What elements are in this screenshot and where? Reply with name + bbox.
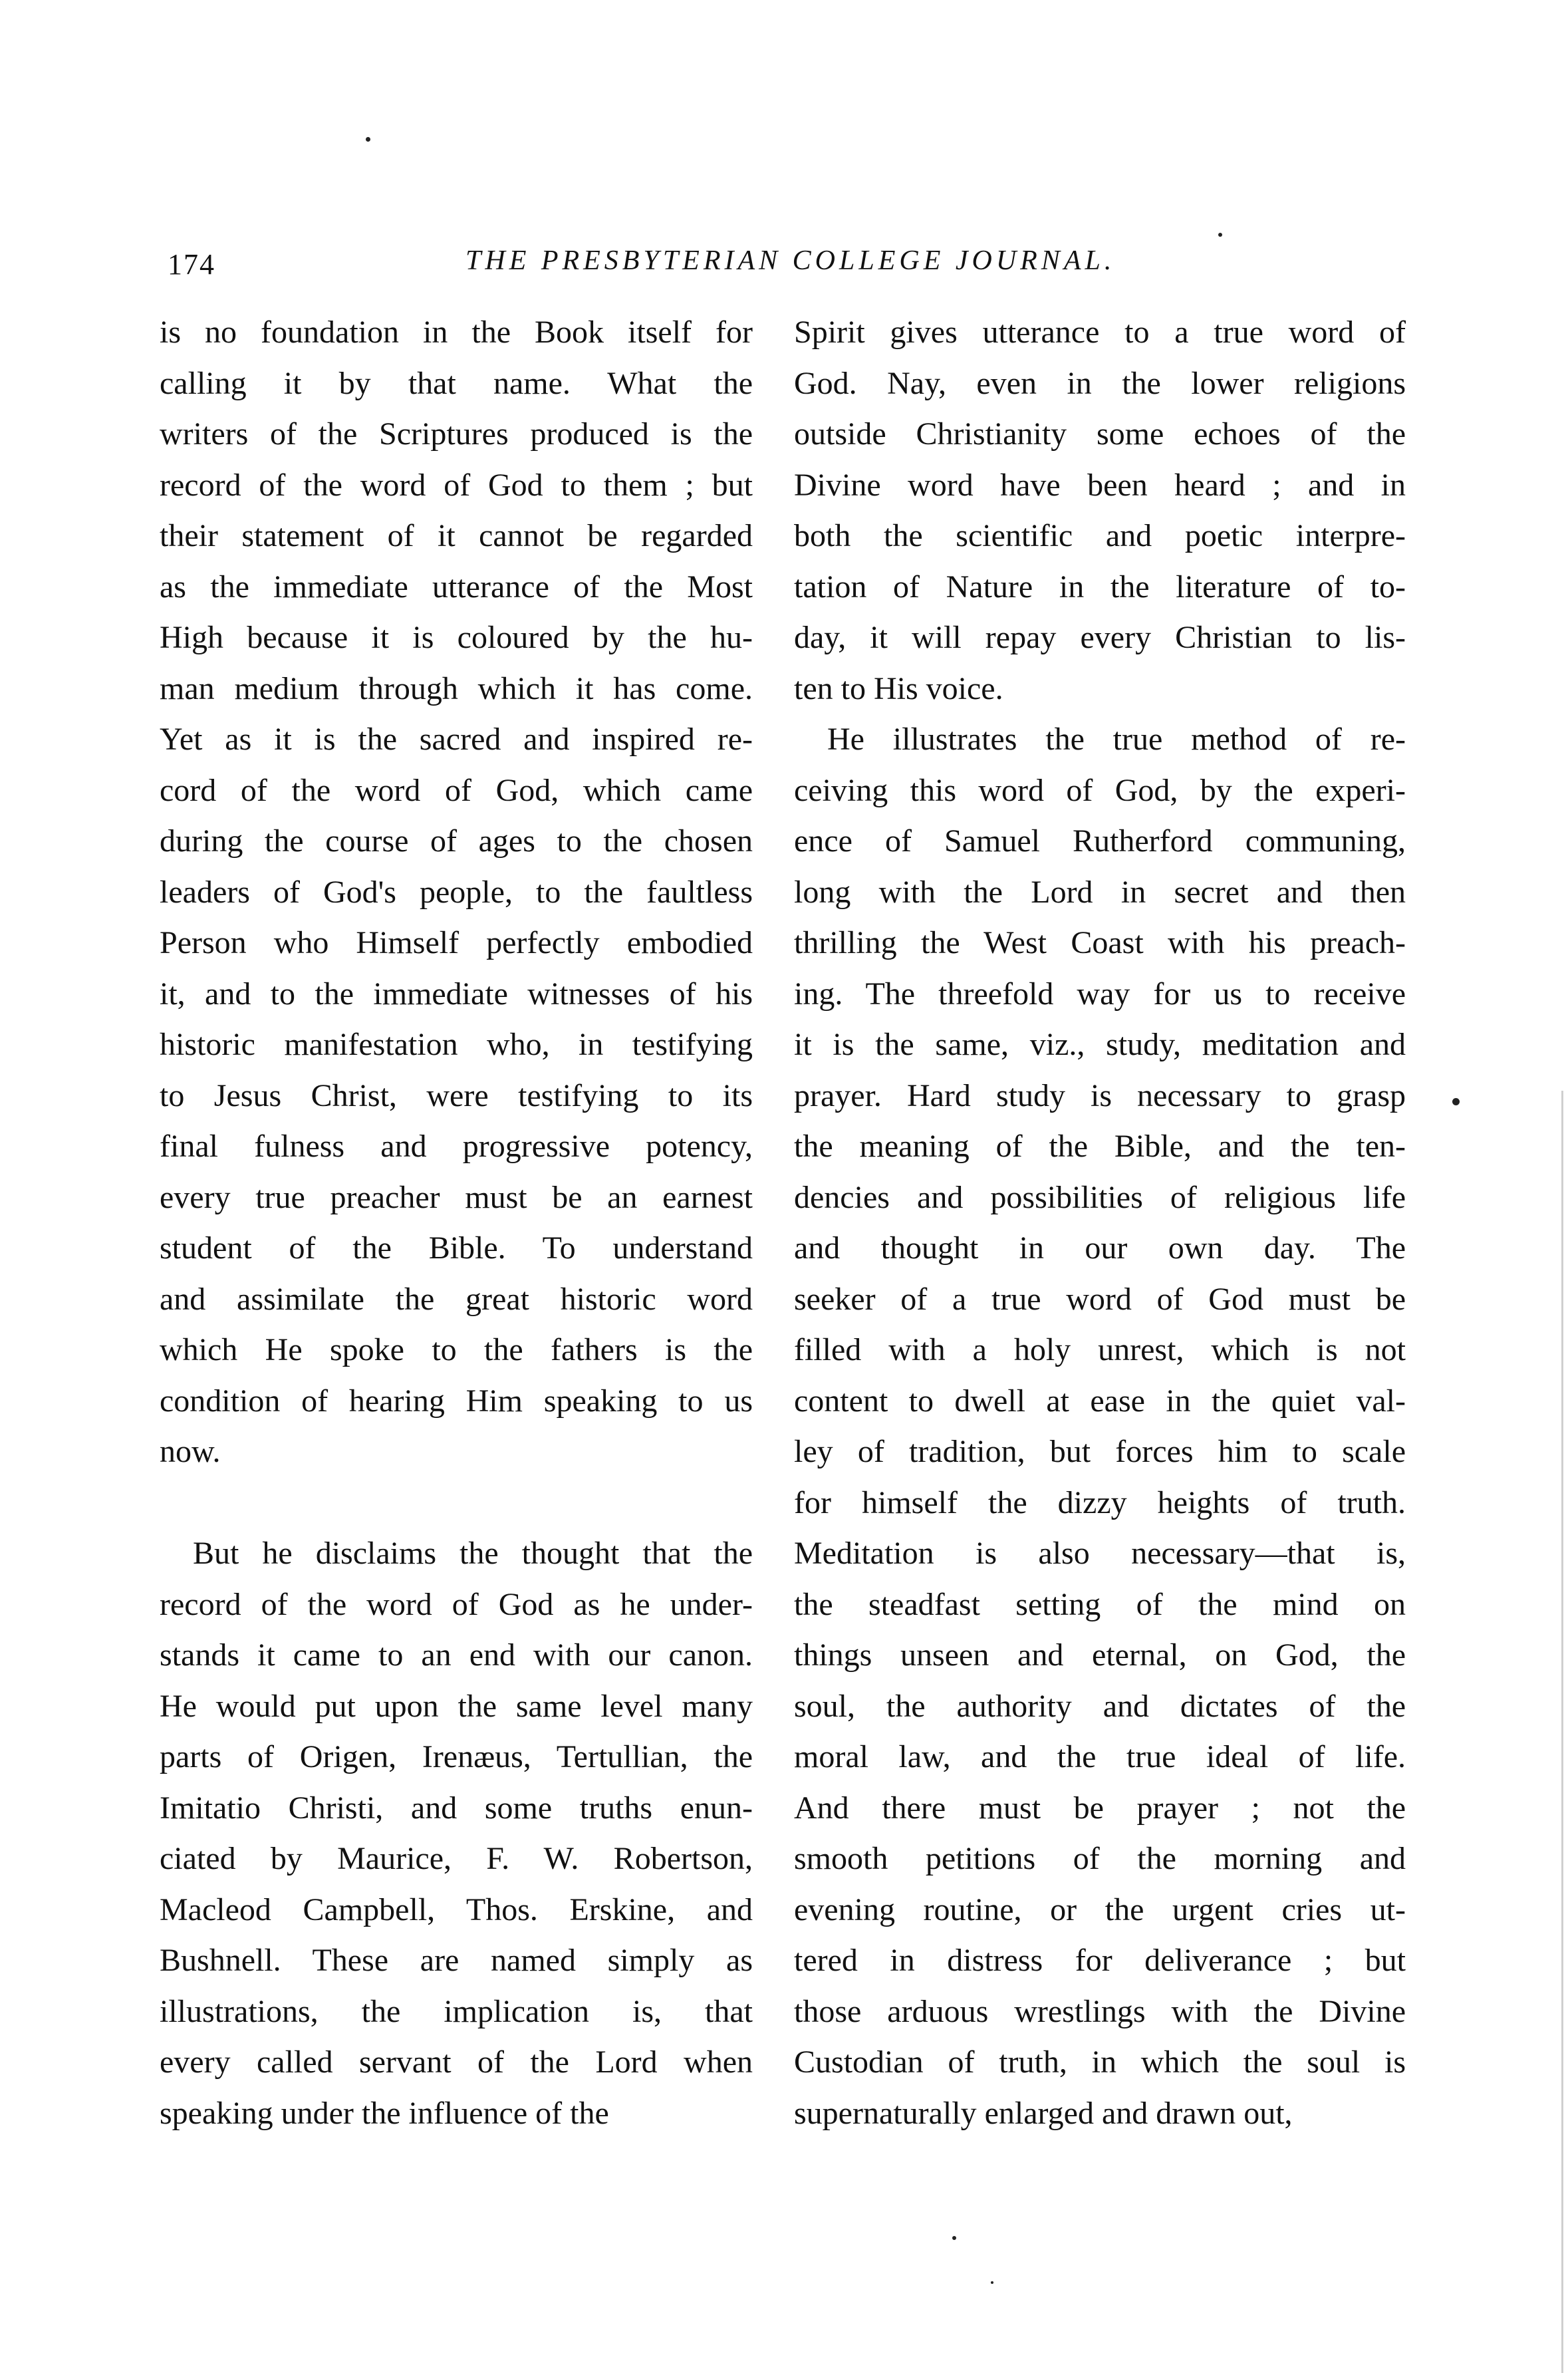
- text-line: is no foundation in the Book itself for: [160, 315, 753, 350]
- text-line: it is the same, viz., study, meditation and: [794, 1027, 1406, 1062]
- page-number: 174: [168, 248, 215, 281]
- text-line: He illustrates the true method of re-: [827, 722, 1406, 757]
- text-line: High because it is coloured by the hu-: [160, 620, 753, 655]
- paragraph-gap: [160, 1478, 753, 1529]
- right-column: [794, 307, 1406, 2139]
- text-line: which He spoke to the fathers is the: [160, 1332, 753, 1367]
- text-line: And there must be prayer ; not the: [794, 1790, 1406, 1826]
- text-line: But he disclaims the thought that the: [193, 1536, 753, 1571]
- text-line: evening routine, or the urgent cries ut-: [794, 1891, 1406, 1927]
- text-line: moral law, and the true ideal of life.: [794, 1739, 1406, 1774]
- text-line: leaders of God's people, to the faultless: [160, 874, 753, 910]
- text-line: to Jesus Christ, were testifying to its: [160, 1077, 753, 1113]
- text-line: He would put upon the same level many: [160, 1688, 753, 1724]
- text-line: ley of tradition, but forces him to scale: [794, 1434, 1406, 1469]
- text-line: both the scientific and poetic interpre-: [794, 518, 1406, 553]
- text-line: things unseen and eternal, on God, the: [794, 1637, 1406, 1673]
- text-line: tation of Nature in the literature of to-: [794, 569, 1406, 605]
- text-line: outside Christianity some echoes of the: [794, 416, 1406, 452]
- text-line: writers of the Scriptures produced is the: [160, 416, 753, 452]
- text-line: it, and to the immediate witnesses of his: [160, 976, 753, 1012]
- text-line: ceiving this word of God, by the experi-: [794, 772, 1406, 808]
- text-line: now.: [160, 1434, 221, 1469]
- text-line: those arduous wrestlings with the Divine: [794, 1993, 1406, 2029]
- text-line: during the course of ages to the chosen: [160, 823, 753, 859]
- ink-speck: [1218, 233, 1222, 237]
- text-line: record of the word of God to them ; but: [160, 467, 753, 503]
- text-line: speaking under the influence of the: [160, 2095, 609, 2131]
- text-line: filled with a holy unrest, which is not: [794, 1332, 1406, 1367]
- text-line: Spirit gives utterance to a true word of: [794, 315, 1406, 350]
- text-line: ciated by Maurice, F. W. Robertson,: [160, 1841, 753, 1876]
- ink-speck: [991, 2281, 993, 2284]
- text-line: for himself the dizzy heights of truth.: [794, 1484, 1406, 1520]
- page-edge-line: [1561, 1091, 1563, 2373]
- text-line: thrilling the West Coast with his preach-: [794, 925, 1406, 960]
- text-line: as the immediate utterance of the Most: [160, 569, 753, 605]
- left-column: [160, 307, 753, 2139]
- text-line: seeker of a true word of God must be: [794, 1281, 1406, 1317]
- text-line: Imitatio Christi, and some truths enun-: [160, 1790, 753, 1826]
- text-line: smooth petitions of the morning and: [794, 1841, 1406, 1876]
- text-line: dencies and possibilities of religious life: [794, 1179, 1406, 1215]
- text-line: long with the Lord in secret and then: [794, 874, 1406, 910]
- text-line: cord of the word of God, which came: [160, 772, 753, 808]
- text-line: every called servant of the Lord when: [160, 2044, 753, 2080]
- text-line: day, it will repay every Christian to lis-: [794, 620, 1406, 655]
- text-line: every true preacher must be an earnest: [160, 1179, 753, 1215]
- text-line: Macleod Campbell, Thos. Erskine, and: [160, 1891, 753, 1927]
- text-line: content to dwell at ease in the quiet val-: [794, 1383, 1406, 1419]
- text-line: parts of Origen, Irenæus, Tertullian, the: [160, 1739, 753, 1774]
- text-line: calling it by that name. What the: [160, 365, 753, 401]
- text-line: the steadfast setting of the mind on: [794, 1586, 1406, 1622]
- text-line: record of the word of God as he under-: [160, 1586, 753, 1622]
- text-line: ten to His voice.: [794, 670, 1003, 706]
- text-line: God. Nay, even in the lower religions: [794, 365, 1406, 401]
- text-line: stands it came to an end with our canon.: [160, 1637, 753, 1673]
- text-line: historic manifestation who, in testifying: [160, 1027, 753, 1062]
- text-line: condition of hearing Him speaking to us: [160, 1383, 753, 1419]
- text-line: soul, the authority and dictates of the: [794, 1688, 1406, 1724]
- text-line: Bushnell. These are named simply as: [160, 1943, 753, 1978]
- text-line: and assimilate the great historic word: [160, 1281, 753, 1317]
- ink-speck: [952, 2236, 956, 2240]
- text-line: Meditation is also necessary—that is,: [794, 1536, 1406, 1571]
- text-line: ence of Samuel Rutherford communing,: [794, 823, 1406, 859]
- text-line: Person who Himself perfectly embodied: [160, 925, 753, 960]
- running-head: THE PRESBYTERIAN COLLEGE JOURNAL.: [465, 245, 1116, 276]
- text-line: supernaturally enlarged and drawn out,: [794, 2095, 1293, 2131]
- text-line: prayer. Hard study is necessary to grasp: [794, 1077, 1406, 1113]
- text-line: ing. The threefold way for us to receive: [794, 976, 1406, 1012]
- text-line: the meaning of the Bible, and the ten-: [794, 1129, 1406, 1164]
- text-line: Custodian of truth, in which the soul is: [794, 2044, 1406, 2080]
- text-line: and thought in our own day. The: [794, 1230, 1406, 1266]
- text-line: man medium through which it has come.: [160, 670, 753, 706]
- text-line: Yet as it is the sacred and inspired re-: [160, 722, 753, 757]
- text-line: tered in distress for deliverance ; but: [794, 1943, 1406, 1978]
- ink-speck: [366, 137, 370, 142]
- text-line: Divine word have been heard ; and in: [794, 467, 1406, 503]
- text-line: illustrations, the implication is, that: [160, 1993, 753, 2029]
- ink-speck: [1452, 1098, 1460, 1105]
- text-line: student of the Bible. To understand: [160, 1230, 753, 1266]
- text-line: their statement of it cannot be regarded: [160, 518, 753, 553]
- text-line: final fulness and progressive potency,: [160, 1129, 753, 1164]
